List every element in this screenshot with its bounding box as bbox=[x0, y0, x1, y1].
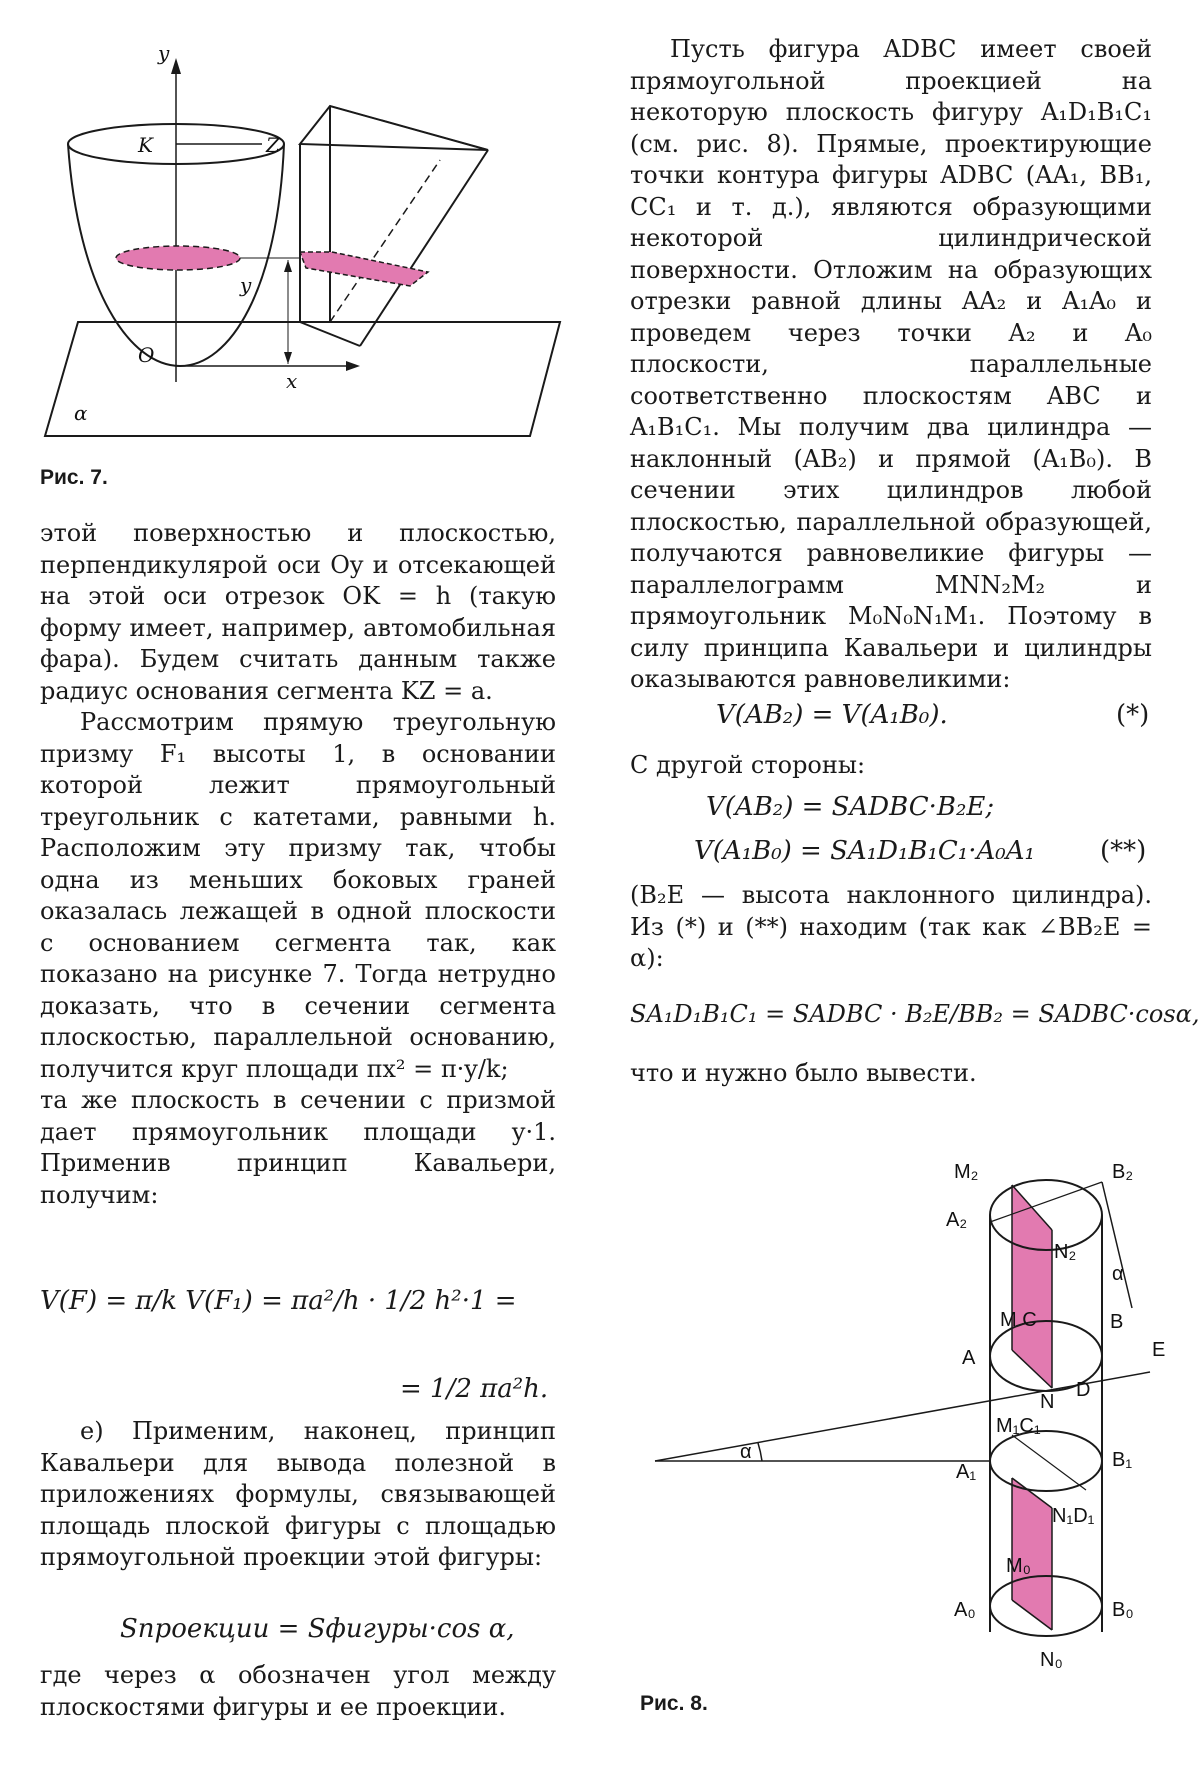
right-formula-1: V(AB₂) = V(A₁B₀). bbox=[716, 700, 948, 730]
top-tangent bbox=[1102, 1182, 1132, 1308]
fig8-caption: Рис. 8. bbox=[640, 1692, 708, 1715]
top-chord bbox=[990, 1182, 1102, 1222]
right-mark-1: (*) bbox=[1116, 700, 1150, 730]
section-disk bbox=[116, 246, 240, 270]
section-rectangle bbox=[300, 252, 428, 286]
fig8-label-E: E bbox=[1152, 1339, 1166, 1361]
fig8-label-M1C1: M₁C₁ bbox=[996, 1415, 1041, 1437]
x-axis-arrow bbox=[346, 361, 360, 371]
right-para-3-wrap bbox=[630, 880, 1152, 975]
right-formula-3: V(A₁B₀) = SA₁D₁B₁C₁·A₀A₁ bbox=[694, 836, 1035, 866]
right-column bbox=[630, 34, 1152, 696]
fig8-label-A1: A₁ bbox=[956, 1461, 977, 1483]
fig8-label-alpha-left: α bbox=[740, 1441, 752, 1463]
right-mark-2: (**) bbox=[1100, 836, 1147, 866]
fig8-label-B: B bbox=[1110, 1311, 1124, 1333]
fig7-caption: Рис. 7. bbox=[40, 466, 108, 489]
fig8-label-alpha-top: α bbox=[1112, 1263, 1124, 1285]
prism-hidden-top bbox=[330, 106, 488, 150]
fig8-label-N1D1: N₁D₁ bbox=[1052, 1505, 1095, 1527]
left-para-3: та же плоскость в сечении с призмой дает прямоугольник площади y·1. Применив принцип Кавальери, получим: bbox=[40, 1086, 556, 1209]
fig7-label-y-axis: y bbox=[158, 41, 170, 65]
fig8-label-M2: M₂ bbox=[954, 1161, 979, 1183]
right-formula-4: SA₁D₁B₁C₁ = SADBC · B₂E/BB₂ = SADBC·cosα, bbox=[630, 1000, 1200, 1028]
y-axis-arrow bbox=[171, 58, 181, 74]
fig8-label-A2: A₂ bbox=[946, 1209, 968, 1231]
right-para-3: (B₂E — высота наклонного цилиндра). Из (*) и (**) находим (так как ∠BB₂E = α): bbox=[630, 881, 1152, 972]
left-formula-1: V(F) = π/k V(F₁) = πa²/h · 1/2 h²·1 = bbox=[40, 1286, 517, 1316]
angle-arc-left bbox=[758, 1443, 762, 1461]
left-formula-2: = 1/2 πa²h. bbox=[400, 1374, 549, 1404]
rectangle-section bbox=[1012, 1478, 1052, 1630]
fig8-label-B0: B₀ bbox=[1112, 1599, 1134, 1621]
left-column bbox=[40, 518, 556, 1211]
prism-top bbox=[300, 106, 488, 150]
left-formula-3: Sпроекции = Sфигуры·cos α, bbox=[120, 1614, 515, 1644]
fig7-label-alpha: α bbox=[74, 401, 88, 425]
fig8-label-N: N bbox=[1040, 1391, 1055, 1413]
fig8-label-B2: B₂ bbox=[1112, 1161, 1134, 1183]
fig7-label-Z: Z bbox=[266, 133, 280, 157]
fig8-label-M0: M₀ bbox=[1006, 1555, 1031, 1577]
right-para-4: что и нужно было вывести. bbox=[630, 1059, 977, 1087]
left-para-2: Рассмотрим прямую треугольную призму F₁ высоты 1, в основании которой лежит прямоугольный треугольник с катетами, равными h. Расположим эту призму так, чтобы одна из меньших боковых граней оказалась лежащей в одной плоскости с основанием сегмента так, как показано на рисунке 7. Тогда нетрудно доказать, что в сечении сегмента плоскостью, параллельной основанию, получится круг площади πx² = π·y/k; bbox=[40, 708, 556, 1083]
y-dim-arrow-up bbox=[284, 260, 292, 272]
fig8-label-N2: N₂ bbox=[1054, 1241, 1077, 1263]
prism-edge-slant bbox=[360, 150, 488, 346]
plane-alpha bbox=[45, 322, 560, 436]
left-column-end bbox=[40, 1660, 556, 1723]
fig8-label-MC: M C bbox=[1000, 1309, 1037, 1331]
left-para-4: е) Применим, наконец, принцип Кавальери для вывода полезной в приложениях формулы, связывающей площадь плоской фигуры с площадью прямоугольной проекции этой фигуры: bbox=[40, 1417, 556, 1571]
right-para-4-wrap bbox=[630, 1058, 1152, 1090]
figure-7 bbox=[30, 40, 590, 480]
fig8-label-A: A bbox=[962, 1347, 976, 1369]
fig8-label-D: D bbox=[1076, 1379, 1091, 1401]
fig7-label-O: O bbox=[138, 343, 155, 367]
diag-A1 bbox=[1012, 1435, 1086, 1490]
left-column-lower bbox=[40, 1416, 556, 1574]
fig8-label-N0: N₀ bbox=[1040, 1649, 1063, 1671]
parallelogram-section bbox=[1012, 1185, 1052, 1388]
right-para-2: С другой стороны: bbox=[630, 751, 866, 779]
left-para-1: этой поверхностью и плоскостью, перпендикулярой оси Oy и отсекающей на этой оси отрезок OK = h (такую форму имеет, например, автомобильная фара). Будем считать данным также радиус основания сегмента KZ = a. bbox=[40, 519, 556, 705]
right-para-1: Пусть фигура ADBC имеет своей прямоугольной проекцией на некоторую плоскость фигуру A₁D₁B₁C₁ (см. рис. 8). Прямые, проектирующие точки контура фигуры ADBC (AA₁, BB₁, CC₁ и т. д.), являются образующими некоторой цилиндрической поверхности. Отложим на образующих отрезки равной длины AA₂ и A₁A₀ и проведем через точки A₂ и A₀ плоскости, параллельные соответственно плоскостям ABC и A₁B₁C₁. Мы получим два цилиндра — наклонный (AB₂) и прямой (A₁B₀). В сечении этих цилиндров любой плоскостью, параллельной образующей, получаются равновеликие фигуры — параллелограмм MNN₂M₂ и прямоугольник M₀N₀N₁M₁. Поэтому в силу принципа Кавальери и цилиндры оказываются равновеликими: bbox=[630, 35, 1152, 693]
fig7-label-K: K bbox=[138, 133, 153, 157]
fig7-label-x: x bbox=[286, 369, 298, 393]
fig8-label-B1: B₁ bbox=[1112, 1449, 1133, 1471]
left-para-5: где через α обозначен угол между плоскостями фигуры и ее проекции. bbox=[40, 1661, 556, 1721]
fig7-label-y-level: y bbox=[240, 273, 252, 297]
figure-8 bbox=[640, 1160, 1200, 1700]
prism-bottom-edge bbox=[300, 322, 360, 346]
right-formula-2: V(AB₂) = SADBC·B₂E; bbox=[706, 792, 995, 822]
y-dim-arrow-down bbox=[284, 352, 292, 364]
prism-diagonal bbox=[330, 160, 440, 322]
right-para-2-wrap bbox=[630, 750, 1152, 782]
fig8-label-A0: A₀ bbox=[954, 1599, 976, 1621]
